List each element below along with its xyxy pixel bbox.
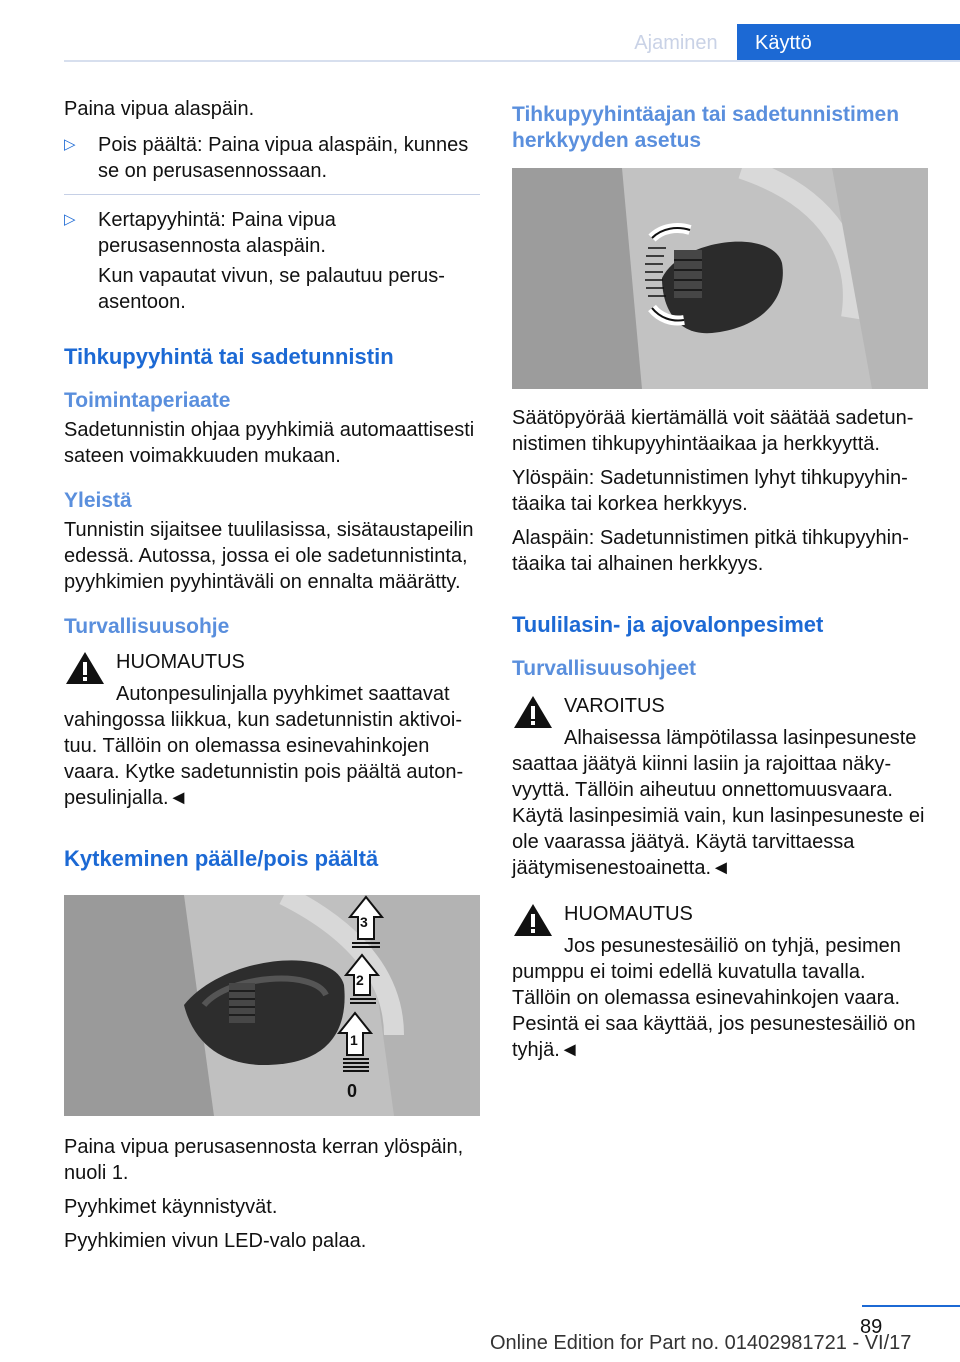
principle-text: Sadetunnistin ohjaa pyyhkimiä automaattisesti sateen voimakkuuden mukaan. xyxy=(64,419,475,467)
warning-triangle-icon xyxy=(64,649,106,687)
lever-illustration xyxy=(64,895,480,1116)
sensitivity-text-3: Alaspäin: Sadetunnistimen pitkä tihkupyyhintäaika tai alhainen herkkyys. xyxy=(512,527,909,575)
warning-block-2 xyxy=(512,901,928,1063)
after-figure-text-2: Pyyhkimet käynnistyvät. xyxy=(64,1196,278,1218)
bullet-item xyxy=(64,207,480,259)
warning-text-first: Autonpesulinjalla pyyhkimet saattavat xyxy=(116,683,450,705)
warning-text: vahingossa liikkua, kun sadetunnistin aktivoituu. Tällöin on olemassa esinevahinkojen vaara. Kytke sadetunnistin pois päältä autonpesulinjalla.◄ xyxy=(64,709,464,809)
thumbwheel-illustration xyxy=(512,168,928,389)
bullet-divider xyxy=(64,194,480,195)
heading-washer: Tuulilasin- ja ajovalonpesimet xyxy=(512,612,824,637)
position-label-0: 0 xyxy=(347,1081,358,1101)
page-number: 89 xyxy=(860,1316,883,1338)
thumbwheel-figure xyxy=(512,168,928,389)
subheading-safety-2: Turvallisuusohjeet xyxy=(512,657,696,680)
bullet-triangle-icon: ▷ xyxy=(64,211,76,228)
header-tab-ajaminen[interactable]: Ajaminen xyxy=(634,32,718,54)
warning-text: saattaa jäätyä kiinni lasiin ja rajoittaa näkyvyyttä. Tällöin aiheutuu onnettomuusvaara. Käytä lasinpesimiä vain, kun lasinpesuneste ei ole vaarassa jäätyä. Käytä tarvittaessa jäätymisenestoainetta.◄ xyxy=(512,753,925,879)
heading-rain-sensor: Tihkupyyhintä tai sadetunnistin xyxy=(64,344,394,369)
heading-switch: Kytkeminen päälle/pois päältä xyxy=(64,846,379,871)
warning-triangle-icon xyxy=(512,901,554,939)
bullet-text: Pois päältä: Paina vipua alaspäin, kunnes se on perusasennossaan. xyxy=(98,134,469,182)
lever-figure xyxy=(64,895,480,1116)
bullet-item xyxy=(64,132,480,184)
subheading-principle: Toimintaperiaate xyxy=(64,389,231,412)
warning-text-first: Alhaisessa lämpötilassa lasinpesuneste xyxy=(564,727,917,749)
header-rule xyxy=(64,60,960,62)
warning-title: HUOMAUTUS xyxy=(116,651,245,673)
warning-triangle-icon xyxy=(512,693,554,731)
warning-text-first: Jos pesunestesäiliö on tyhjä, pesimen xyxy=(564,935,901,957)
after-figure-text-1: Paina vipua perusasennosta kerran ylöspäin, nuoli 1. xyxy=(64,1136,464,1184)
after-figure-text-3: Pyyhkimien vivun LED-valo palaa. xyxy=(64,1230,367,1252)
footer-rule xyxy=(862,1305,960,1307)
intro-text: Paina vipua alaspäin. xyxy=(64,98,255,120)
warning-block-1 xyxy=(512,693,928,881)
sensitivity-text-2: Ylöspäin: Sadetunnistimen lyhyt tihkupyyhintäaika tai korkea herkkyys. xyxy=(512,467,908,515)
arrow-label-1: 1 xyxy=(350,1032,358,1048)
header-tab-kaytto[interactable]: Käyttö xyxy=(737,24,960,62)
arrow-label-3: 3 xyxy=(360,914,368,930)
right-column xyxy=(512,96,928,1069)
arrow-label-2: 2 xyxy=(356,972,364,988)
sensitivity-text-1: Säätöpyörää kiertämällä voit säätää sadetunnistimen tihkupyyhintäaikaa ja herkkyyttä. xyxy=(512,407,914,455)
bullet-triangle-icon: ▷ xyxy=(64,136,76,153)
warning-title: HUOMAUTUS xyxy=(564,903,693,925)
heading-sensitivity: Tihkupyyhintäajan tai sadetunnistimen herkkyyden asetus xyxy=(512,103,900,152)
general-text: Tunnistin sijaitsee tuulilasissa, sisätaustapeilin edessä. Autossa, jossa ei ole sadetunnistinta, pyyhkimien pyyhintäväli on ennalta määrätty. xyxy=(64,519,474,593)
warning-block xyxy=(64,649,480,811)
bullet-text: Kertapyyhintä: Paina vipua perusasennosta alaspäin. xyxy=(98,209,336,257)
bullet-extra-text: Kun vapautat vivun, se palautuu perusasentoon. xyxy=(98,265,445,313)
left-column xyxy=(64,96,480,1254)
subheading-general: Yleistä xyxy=(64,489,132,512)
warning-title: VAROITUS xyxy=(564,695,665,717)
warning-text: pumppu ei toimi edellä kuvatulla tavalla. Tällöin on olemassa esinevahinkojen vaara. Pesintä ei saa käyttää, jos pesunestesäiliö on tyhjä.◄ xyxy=(512,961,916,1061)
edition-text: Online Edition for Part no. 01402981721 - VI/17 xyxy=(490,1332,912,1354)
subheading-safety: Turvallisuusohje xyxy=(64,615,230,638)
